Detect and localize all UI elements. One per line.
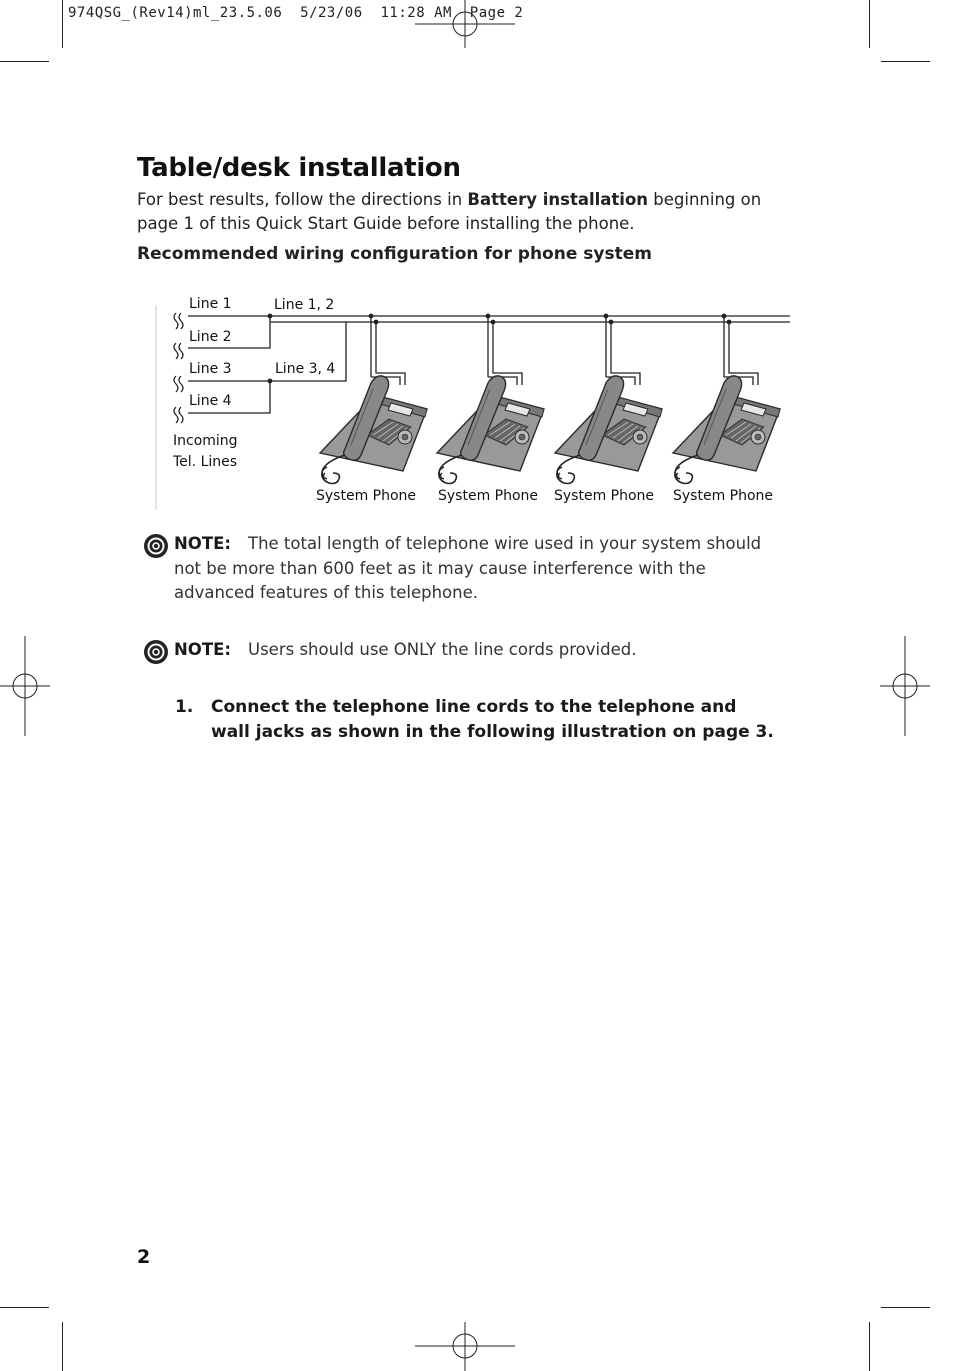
note-text: Users should use ONLY the line cords provided. bbox=[248, 640, 637, 659]
crop-mark bbox=[869, 0, 870, 48]
line-label: Line 1 bbox=[189, 296, 232, 312]
crop-mark bbox=[0, 1307, 49, 1308]
registration-mark-left bbox=[0, 636, 50, 736]
intro-text: For best results, follow the directions in bbox=[137, 190, 468, 209]
crop-mark bbox=[881, 1307, 930, 1308]
crop-mark bbox=[62, 1322, 63, 1371]
intro-bold-reference: Battery installation bbox=[467, 190, 649, 209]
system-phone-icon bbox=[673, 376, 780, 484]
incoming-lines-label: Tel. Lines bbox=[173, 454, 238, 470]
note-target-icon bbox=[143, 533, 169, 559]
instruction-step bbox=[175, 695, 775, 745]
page-number: 2 bbox=[137, 1246, 151, 1268]
system-phone-label: System Phone bbox=[554, 488, 655, 504]
printer-slug: 974QSG_(Rev14)ml_23.5.06 5/23/06 11:28 AM Page 2 bbox=[68, 5, 524, 21]
system-phone-label: System Phone bbox=[438, 488, 539, 504]
system-phone-label: System Phone bbox=[673, 488, 774, 504]
registration-mark-top bbox=[415, 0, 515, 48]
incoming-lines-label: Incoming bbox=[173, 433, 238, 449]
system-phone-icon bbox=[555, 376, 662, 484]
registration-mark-right bbox=[880, 636, 930, 736]
crop-mark bbox=[62, 0, 63, 48]
line-pair-label: Line 1, 2 bbox=[274, 297, 335, 313]
step-number: 1. bbox=[175, 697, 194, 717]
note-label: NOTE: bbox=[174, 640, 231, 659]
note-wire-length bbox=[143, 532, 783, 606]
note-label: NOTE: bbox=[174, 534, 231, 553]
line-label: Line 3 bbox=[189, 361, 232, 377]
wiring-diagram bbox=[150, 285, 795, 515]
intro-paragraph bbox=[137, 188, 777, 236]
page-title: Table/desk installation bbox=[137, 153, 461, 183]
crop-mark bbox=[0, 61, 49, 62]
line-label: Line 4 bbox=[189, 393, 232, 409]
intro-text: beginning on page 1 of this Quick Start Guide before installing the phone. bbox=[137, 190, 762, 233]
crop-mark bbox=[869, 1322, 870, 1371]
system-phone-icon bbox=[320, 376, 427, 484]
line-pair-label: Line 3, 4 bbox=[275, 361, 336, 377]
system-phone-label: System Phone bbox=[316, 488, 417, 504]
note-text: The total length of telephone wire used in your system should not be more than 600 feet as it may cause interference with the advanced features of this telephone. bbox=[174, 534, 762, 602]
section-subheading: Recommended wiring configuration for phone system bbox=[137, 244, 652, 264]
note-target-icon bbox=[143, 639, 169, 665]
system-phone-icon bbox=[437, 376, 544, 484]
note-line-cords bbox=[143, 638, 783, 663]
registration-mark-bottom bbox=[415, 1322, 515, 1371]
crop-mark bbox=[881, 61, 930, 62]
step-text: Connect the telephone line cords to the telephone and wall jacks as shown in the following illustration on page 3. bbox=[211, 697, 774, 742]
line-label: Line 2 bbox=[189, 329, 232, 345]
